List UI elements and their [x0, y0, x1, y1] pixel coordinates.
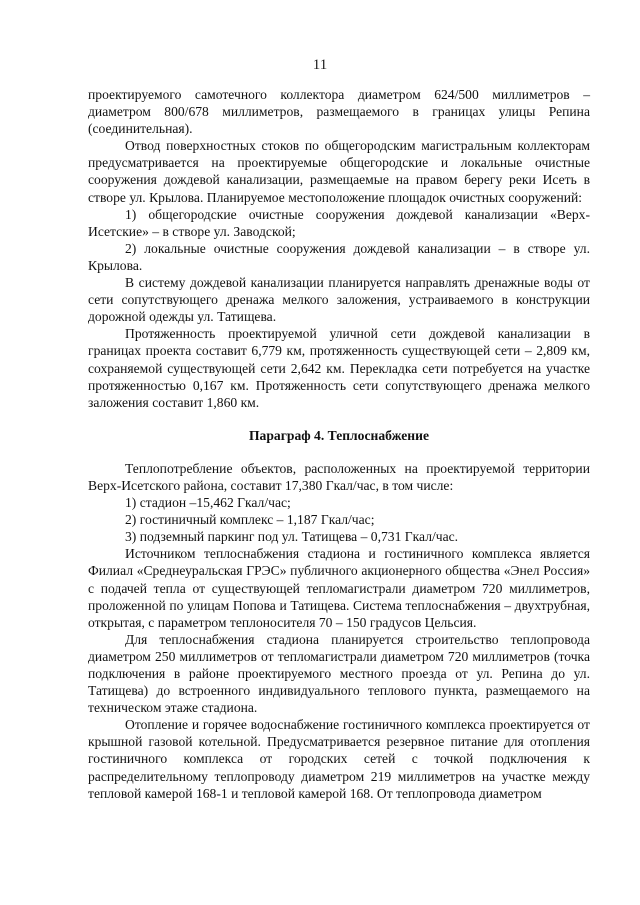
document-body — [88, 86, 590, 802]
paragraph-hotel-heating: Отопление и горячее водоснабжение гостиничного комплекса проектируется от крышной газовой котельной. Предусматривается резервное питание для отопления гостиничного комплекса от городских сетей с точкой подключения к распределительному теплопроводу диаметром 219 миллиметров на участке между тепловой камерой 168-1 и тепловой камерой 168. От теплопровода диаметром — [88, 717, 590, 801]
list-item-citywide-treatment: 1) общегородские очистные сооружения дождевой канализации «Верх-Исетские» – в створе ул. Заводской; — [88, 206, 590, 239]
paragraph-network-length: Протяженность проектируемой уличной сети дождевой канализации в границах проекта составит 6,779 км, протяженность существующей сети – 2,809 км, сохраняемой существующей сети 2,642 км. Перекладка сети потребуется на участке протяженностью 0,167 км. Протяженность сети сопутствующего дренажа мелкого заложения составит 1,860 км. — [88, 326, 590, 410]
list-item-local-treatment: 2) локальные очистные сооружения дождевой канализации – в створе ул. Крылова. — [88, 240, 590, 273]
paragraph-heat-consumption: Теплопотребление объектов, расположенных на проектируемой территории Верх-Исетского района, составит 17,380 Гкал/час, в том числе: — [88, 460, 590, 493]
paragraph-heat-source: Источником теплоснабжения стадиона и гостиничного комплекса является Филиал «Среднеуральская ГРЭС» публичного акционерного общества «Энел Россия» с подачей тепла от существующей тепломагистрали диаметром 720 миллиметров, проложенной по улицам Попова и Татищева. Система теплоснабжения – двухтрубная, открытая, с параметром теплоносителя 70 – 150 градусов Цельсия. — [88, 546, 590, 630]
section-heading: Параграф 4. Теплоснабжение — [248, 427, 430, 443]
list-item-stadium: 1) стадион –15,462 Гкал/час; — [125, 495, 291, 511]
paragraph-surface-runoff: Отвод поверхностных стоков по общегородским магистральным коллекторам предусматривается на проектируемые общегородские и локальные очистные сооружения дождевой канализации, размещаемые на правом берегу реки Исеть в створе ул. Крылова. Планируемое местоположение площадок очистных сооружений: — [88, 138, 590, 205]
paragraph-drainage-waters: В систему дождевой канализации планируется направлять дренажные воды от сети сопутствующего дренажа мелкого заложения, устраиваемого в конструкции дорожной одежды ул. Татищева. — [88, 275, 590, 325]
page-number: 11 — [312, 57, 328, 73]
paragraph-collector-continuation: проектируемого самотечного коллектора диаметром 624/500 миллиметров – диаметром 800/678 миллиметров, размещаемого в границах улицы Репина (соединительная). — [88, 87, 590, 137]
paragraph-stadium-heat-pipe: Для теплоснабжения стадиона планируется строительство теплопровода диаметром 250 миллиметров от тепломагистрали диаметром 720 миллиметров (точка подключения в районе проектируемого местного проезда от ул. Репина до ул. Татищева) до встроенного индивидуального теплового пункта, размещаемого на техническом этаже стадиона. — [88, 631, 590, 716]
list-item-underground-parking: 3) подземный паркинг под ул. Татищева – 0,731 Гкал/час. — [125, 529, 459, 545]
list-item-hotel-complex: 2) гостиничный комплекс – 1,187 Гкал/час; — [125, 512, 375, 528]
